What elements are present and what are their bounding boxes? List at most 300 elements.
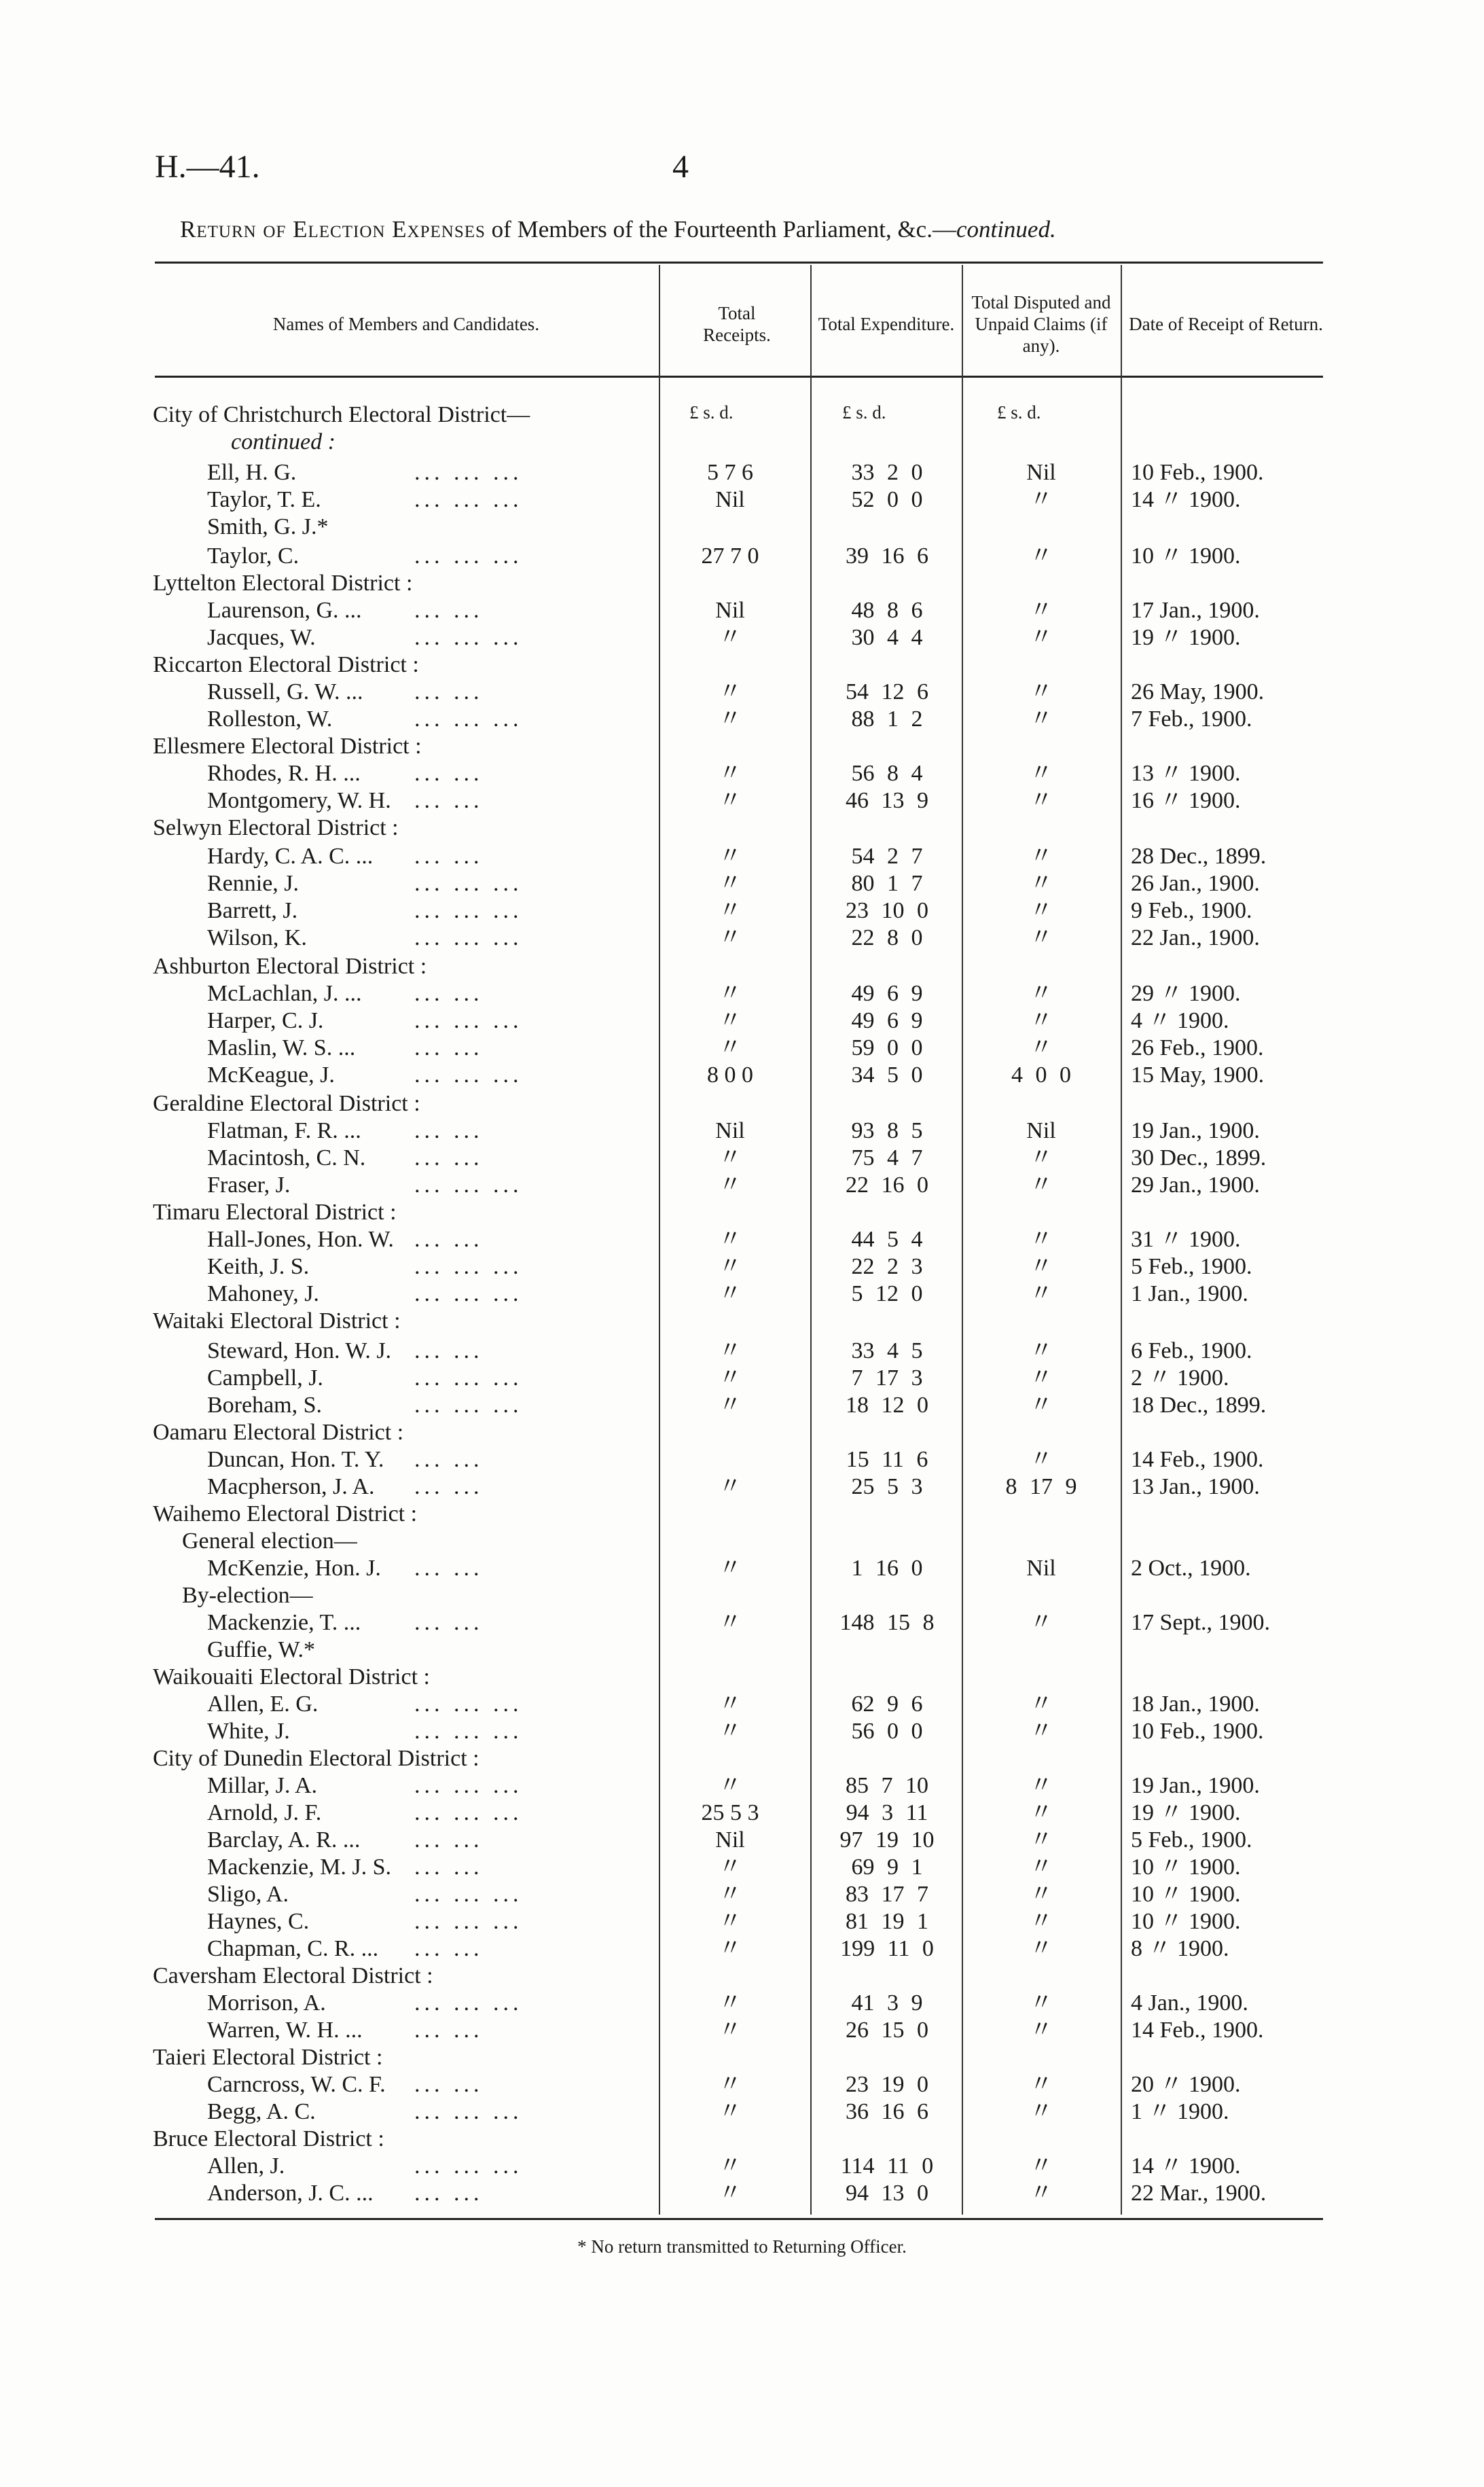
cell-rec: Nil <box>715 1118 745 1143</box>
cell-date: 28 Dec., 1899. <box>1131 844 1267 869</box>
table-row <box>0 1338 1484 1364</box>
table-row <box>0 1447 1484 1473</box>
table-row <box>0 1800 1484 1826</box>
cell-exp: 22 8 0 <box>851 925 923 950</box>
table-row <box>0 1882 1484 1908</box>
table-row <box>0 2126 1484 2152</box>
cell-label: Geraldine Electoral District : <box>153 1091 420 1116</box>
cell-label: Carncross, W. C. F. <box>207 2072 386 2097</box>
cell-dis: 〃 <box>1030 1773 1053 1798</box>
cell-label: Millar, J. A. <box>207 1773 318 1798</box>
cell-label: Caversham Electoral District : <box>153 1963 433 1988</box>
cell-label: Begg, A. C. <box>207 2099 316 2124</box>
cell-rec: 〃 <box>719 1338 742 1363</box>
cell-label: Bruce Electoral District : <box>153 2126 384 2151</box>
cell-rec: 〃 <box>719 1035 742 1060</box>
cell-exp: 30 4 4 <box>851 625 923 650</box>
table-row <box>0 429 1484 455</box>
cell-dots: ... ... <box>414 598 484 623</box>
cell-dots: ... ... <box>414 1145 484 1170</box>
cell-dis: 〃 <box>1030 1393 1053 1418</box>
cell-dis: 〃 <box>1030 1338 1053 1363</box>
table-row <box>0 1909 1484 1935</box>
cell-date: 1 Jan., 1900. <box>1131 1281 1248 1306</box>
cell-dis: Nil <box>1026 1556 1056 1581</box>
cell-dis: 〃 <box>1030 543 1053 569</box>
cell-date: 19 Jan., 1900. <box>1131 1773 1260 1798</box>
table-row <box>0 1963 1484 1989</box>
cell-rec: 〃 <box>719 981 742 1006</box>
cell-exp: 15 11 6 <box>846 1447 928 1472</box>
cell-date: 10 Feb., 1900. <box>1131 1719 1264 1744</box>
cell-exp: 199 11 0 <box>840 1936 934 1961</box>
cell-date: 22 Mar., 1900. <box>1131 2181 1267 2206</box>
cell-label: Waihemo Electoral District : <box>153 1501 418 1526</box>
cell-date: 5 Feb., 1900. <box>1131 1827 1252 1853</box>
table-row <box>0 571 1484 596</box>
cell-rec: 〃 <box>719 1692 742 1717</box>
cell-dis: 〃 <box>1030 1173 1053 1198</box>
cell-exp: 54 12 6 <box>846 679 928 704</box>
cell-dots: ... ... <box>414 1827 484 1853</box>
table-row <box>0 1308 1484 1334</box>
cell-date: 14 〃 1900. <box>1131 2153 1241 2179</box>
table-row <box>0 788 1484 814</box>
cell-rec: 〃 <box>719 1281 742 1306</box>
cell-label: Smith, G. J.* <box>207 514 329 539</box>
cell-rec: 〃 <box>719 2099 742 2124</box>
cell-date: 18 Jan., 1900. <box>1131 1692 1260 1717</box>
cell-exp: 26 15 0 <box>846 2018 928 2043</box>
table-row <box>0 706 1484 732</box>
cell-label: City of Dunedin Electoral District : <box>153 1746 479 1771</box>
cell-dis: 〃 <box>1030 2099 1053 2124</box>
cell-exp: 85 7 10 <box>846 1773 928 1798</box>
cell-label: Duncan, Hon. T. Y. <box>207 1447 384 1472</box>
cell-dis: 〃 <box>1030 871 1053 896</box>
cell-dots: ... ... ... <box>414 487 523 512</box>
cell-dots: ... ... ... <box>414 1365 523 1391</box>
cell-date: 31 〃 1900. <box>1131 1227 1241 1252</box>
cell-exp: 62 9 6 <box>851 1692 923 1717</box>
cell-exp: 49 6 9 <box>851 1008 923 1033</box>
cell-dots: ... ... ... <box>414 1692 523 1717</box>
cell-exp: 94 13 0 <box>846 2181 928 2206</box>
table-row <box>0 1200 1484 1225</box>
cell-dots: ... ... <box>414 1035 484 1060</box>
table-row <box>0 1827 1484 1853</box>
cell-dots: ... ... ... <box>414 1909 523 1934</box>
cell-exp: 75 4 7 <box>851 1145 923 1170</box>
table-row <box>0 1420 1484 1446</box>
cell-date: 14 Feb., 1900. <box>1131 1447 1264 1472</box>
cell-date: 5 Feb., 1900. <box>1131 1254 1252 1279</box>
cell-exp: 56 8 4 <box>851 761 923 786</box>
cell-dis: 〃 <box>1030 625 1053 650</box>
table-row <box>0 981 1484 1007</box>
bottom-rule <box>155 2218 1323 2220</box>
table-row <box>0 402 1484 428</box>
cell-date: 29 Jan., 1900. <box>1131 1173 1260 1198</box>
cell-date: 18 Dec., 1899. <box>1131 1393 1267 1418</box>
cell-label: Harper, C. J. <box>207 1008 324 1033</box>
cell-dis: 〃 <box>1030 1855 1053 1880</box>
cell-exp: 114 11 0 <box>840 2153 934 2179</box>
cell-exp: 25 5 3 <box>851 1474 923 1499</box>
table-row <box>0 1719 1484 1745</box>
cell-rec: 〃 <box>719 1610 742 1635</box>
cell-dis: 〃 <box>1030 1827 1053 1853</box>
cell-label: Oamaru Electoral District : <box>153 1420 404 1445</box>
cell-label: Maslin, W. S. ... <box>207 1035 356 1060</box>
cell-rec: 〃 <box>719 1254 742 1279</box>
cell-dis: 〃 <box>1030 679 1053 704</box>
cell-label: Keith, J. S. <box>207 1254 310 1279</box>
cell-label: Fraser, J. <box>207 1173 291 1198</box>
cell-rec: 〃 <box>719 1474 742 1499</box>
table-row <box>0 1664 1484 1690</box>
cell-exp: 7 17 3 <box>851 1365 923 1391</box>
cell-rec: 〃 <box>719 844 742 869</box>
cell-label: Timaru Electoral District : <box>153 1200 397 1225</box>
cell-dis: 〃 <box>1030 1254 1053 1279</box>
cell-date: 10 〃 1900. <box>1131 1882 1241 1907</box>
cell-dis: 〃 <box>1030 1365 1053 1391</box>
cell-rec: 〃 <box>719 706 742 732</box>
cell-exp: 46 13 9 <box>846 788 928 813</box>
col-header-receipts: Total Receipts. <box>703 303 771 345</box>
cell-exp: 34 5 0 <box>851 1062 923 1088</box>
cell-label: By-election— <box>182 1583 313 1608</box>
currency-receipts: £ s. d. <box>689 402 734 423</box>
cell-dis: 〃 <box>1030 981 1053 1006</box>
cell-label: Mahoney, J. <box>207 1281 319 1306</box>
cell-rec: 〃 <box>719 1936 742 1961</box>
cell-dots: ... ... <box>414 2181 484 2206</box>
cell-rec: 27 7 0 <box>701 543 759 569</box>
cell-dis: 〃 <box>1030 844 1053 869</box>
title-smallcaps: Return of Election Expenses <box>180 216 486 243</box>
cell-rec: 〃 <box>719 761 742 786</box>
cell-label: Guffie, W.* <box>207 1637 315 1662</box>
cell-dis: 〃 <box>1030 598 1053 623</box>
cell-dots: ... ... ... <box>414 1281 523 1306</box>
cell-exp: 1 16 0 <box>851 1556 923 1581</box>
cell-exp: 33 2 0 <box>851 460 923 485</box>
cell-dis: 〃 <box>1030 2153 1053 2179</box>
cell-label: Lyttelton Electoral District : <box>153 571 413 596</box>
cell-exp: 22 2 3 <box>851 1254 923 1279</box>
cell-label: Rolleston, W. <box>207 706 333 732</box>
cell-label: Ell, H. G. <box>207 460 297 485</box>
cell-exp: 52 0 0 <box>851 487 923 512</box>
cell-label: McKenzie, Hon. J. <box>207 1556 381 1581</box>
table-row <box>0 1118 1484 1144</box>
cell-label: Macintosh, C. N. <box>207 1145 366 1170</box>
cell-dis: 〃 <box>1030 1008 1053 1033</box>
cell-label: Ellesmere Electoral District : <box>153 734 422 759</box>
cell-date: 26 Feb., 1900. <box>1131 1035 1264 1060</box>
cell-dots: ... ... ... <box>414 625 523 650</box>
cell-dots: ... ... ... <box>414 706 523 732</box>
cell-date: 30 Dec., 1899. <box>1131 1145 1267 1170</box>
cell-date: 22 Jan., 1900. <box>1131 925 1260 950</box>
table-row <box>0 1990 1484 2016</box>
cell-rec: 〃 <box>719 1990 742 2016</box>
cell-exp: 36 16 6 <box>846 2099 928 2124</box>
cell-label: Riccarton Electoral District : <box>153 652 419 677</box>
cell-label: Warren, W. H. ... <box>207 2018 363 2043</box>
cell-dis: 〃 <box>1030 761 1053 786</box>
table-row <box>0 1254 1484 1280</box>
cell-label: Allen, J. <box>207 2153 285 2179</box>
table-row <box>0 1501 1484 1527</box>
cell-date: 10 〃 1900. <box>1131 543 1241 569</box>
cell-dis: 〃 <box>1030 2181 1053 2206</box>
table-row <box>0 487 1484 513</box>
cell-date: 7 Feb., 1900. <box>1131 706 1252 732</box>
cell-dis: 4 0 0 <box>1011 1062 1071 1088</box>
cell-dots: ... ... <box>414 761 484 786</box>
cell-label: Steward, Hon. W. J. <box>207 1338 392 1363</box>
cell-rec: 〃 <box>719 2018 742 2043</box>
cell-exp: 88 1 2 <box>851 706 923 732</box>
cell-label: Waitaki Electoral District : <box>153 1308 401 1334</box>
cell-date: 20 〃 1900. <box>1131 2072 1241 2097</box>
cell-dots: ... ... <box>414 2072 484 2097</box>
table-row <box>0 1610 1484 1636</box>
cell-dis: 8 17 9 <box>1005 1474 1077 1499</box>
cell-date: 19 〃 1900. <box>1131 1800 1241 1825</box>
cell-rec: 〃 <box>719 1227 742 1252</box>
cell-label: Hall-Jones, Hon. W. <box>207 1227 394 1252</box>
cell-exp: 18 12 0 <box>846 1393 928 1418</box>
cell-rec: 〃 <box>719 1173 742 1198</box>
cell-rec: 〃 <box>719 1909 742 1934</box>
cell-dis: 〃 <box>1030 1990 1053 2016</box>
cell-date: 10 Feb., 1900. <box>1131 460 1264 485</box>
cell-dots: ... ... ... <box>414 460 523 485</box>
cell-dis: 〃 <box>1030 2072 1053 2097</box>
cell-label: Hardy, C. A. C. ... <box>207 844 374 869</box>
cell-dis: 〃 <box>1030 1719 1053 1744</box>
cell-dis: 〃 <box>1030 487 1053 512</box>
table-row <box>0 679 1484 705</box>
cell-dots: ... ... ... <box>414 1008 523 1033</box>
table-row <box>0 1062 1484 1088</box>
table-row <box>0 2181 1484 2206</box>
cell-dots: ... ... <box>414 844 484 869</box>
cell-date: 10 〃 1900. <box>1131 1909 1241 1934</box>
table-row <box>0 652 1484 678</box>
cell-date: 26 May, 1900. <box>1131 679 1265 704</box>
cell-label: McLachlan, J. ... <box>207 981 362 1006</box>
cell-dots: ... ... ... <box>414 1254 523 1279</box>
cell-rec: 5 7 6 <box>707 460 753 485</box>
cell-exp: 148 15 8 <box>839 1610 935 1635</box>
cell-rec: 〃 <box>719 1773 742 1798</box>
table-row <box>0 1583 1484 1609</box>
table-row <box>0 1091 1484 1117</box>
cell-exp: 83 17 7 <box>846 1882 928 1907</box>
cell-dis: 〃 <box>1030 1909 1053 1934</box>
cell-date: 26 Jan., 1900. <box>1131 871 1260 896</box>
cell-date: 2 〃 1900. <box>1131 1365 1229 1391</box>
cell-dis: 〃 <box>1030 2018 1053 2043</box>
cell-rec: Nil <box>715 598 745 623</box>
cell-label: Taieri Electoral District : <box>153 2045 383 2070</box>
cell-date: 10 〃 1900. <box>1131 1855 1241 1880</box>
cell-rec: 〃 <box>719 788 742 813</box>
cell-rec: 〃 <box>719 1145 742 1170</box>
table-row <box>0 954 1484 980</box>
cell-label: Macpherson, J. A. <box>207 1474 375 1499</box>
table-row <box>0 2153 1484 2179</box>
cell-label: Flatman, F. R. ... <box>207 1118 361 1143</box>
cell-exp: 5 12 0 <box>851 1281 923 1306</box>
cell-label: Montgomery, W. H. <box>207 788 391 813</box>
table-row <box>0 1393 1484 1418</box>
cell-label: Rhodes, R. H. ... <box>207 761 361 786</box>
cell-label: Waikouaiti Electoral District : <box>153 1664 430 1689</box>
cell-dis: 〃 <box>1030 1227 1053 1252</box>
cell-label: Campbell, J. <box>207 1365 323 1391</box>
cell-exp: 81 19 1 <box>846 1909 928 1934</box>
cell-dots: ... ... <box>414 1447 484 1472</box>
cell-rec: 〃 <box>719 625 742 650</box>
table-row <box>0 1556 1484 1581</box>
table-row <box>0 1855 1484 1880</box>
cell-date: 6 Feb., 1900. <box>1131 1338 1252 1363</box>
table-row <box>0 815 1484 841</box>
cell-label: Allen, E. G. <box>207 1692 319 1717</box>
cell-exp: 69 9 1 <box>851 1855 923 1880</box>
table-row <box>0 871 1484 897</box>
cell-dis: 〃 <box>1030 898 1053 923</box>
cell-dots: ... ... <box>414 1556 484 1581</box>
cell-exp: 23 10 0 <box>846 898 928 923</box>
cell-label: Barclay, A. R. ... <box>207 1827 361 1853</box>
cell-dis: 〃 <box>1030 1610 1053 1635</box>
table-row <box>0 514 1484 540</box>
cell-exp: 33 4 5 <box>851 1338 923 1363</box>
table-row <box>0 1008 1484 1034</box>
cell-dis: 〃 <box>1030 706 1053 732</box>
cell-label: Anderson, J. C. ... <box>207 2181 374 2206</box>
cell-exp: 94 3 11 <box>846 1800 928 1825</box>
col-header-date: Date of Receipt of Return. <box>1129 314 1323 334</box>
table-row <box>0 844 1484 870</box>
cell-date: 1 〃 1900. <box>1131 2099 1229 2124</box>
cell-exp: 44 5 4 <box>851 1227 923 1252</box>
cell-dots: ... ... ... <box>414 1990 523 2016</box>
cell-exp: 59 0 0 <box>851 1035 923 1060</box>
col-header-names: Names of Members and Candidates. <box>272 314 540 334</box>
table-title <box>180 216 1328 243</box>
cell-dis: 〃 <box>1030 1035 1053 1060</box>
table-row <box>0 1528 1484 1554</box>
cell-rec: 〃 <box>719 2072 742 2097</box>
table-row <box>0 1173 1484 1198</box>
cell-date: 14 Feb., 1900. <box>1131 2018 1264 2043</box>
cell-date: 9 Feb., 1900. <box>1131 898 1252 923</box>
cell-rec: 〃 <box>719 679 742 704</box>
cell-label: Barrett, J. <box>207 898 298 923</box>
cell-dots: ... ... ... <box>414 1773 523 1798</box>
cell-label: Jacques, W. <box>207 625 316 650</box>
cell-date: 14 〃 1900. <box>1131 487 1241 512</box>
cell-label: Russell, G. W. ... <box>207 679 363 704</box>
cell-label: Chapman, C. R. ... <box>207 1936 379 1961</box>
page-number: 4 <box>672 149 689 185</box>
currency-disputed: £ s. d. <box>997 402 1041 423</box>
header-rule <box>155 376 1323 378</box>
cell-label: Sligo, A. <box>207 1882 289 1907</box>
cell-dots: ... ... ... <box>414 1882 523 1907</box>
cell-exp: 22 16 0 <box>846 1173 928 1198</box>
table-row <box>0 1746 1484 1772</box>
table-row <box>0 625 1484 651</box>
footnote: * No return transmitted to Returning Officer. <box>577 2236 907 2257</box>
cell-dis: 〃 <box>1030 1936 1053 1961</box>
title-continued: continued. <box>956 216 1056 243</box>
table-row <box>0 1145 1484 1171</box>
cell-dots: ... ... <box>414 1610 484 1635</box>
cell-label: Haynes, C. <box>207 1909 310 1934</box>
table-row <box>0 1227 1484 1253</box>
cell-date: 19 〃 1900. <box>1131 625 1241 650</box>
cell-dots: ... ... ... <box>414 1719 523 1744</box>
cell-label: White, J. <box>207 1719 290 1744</box>
table-row <box>0 1936 1484 1962</box>
cell-exp: 49 6 9 <box>851 981 923 1006</box>
table-row <box>0 2072 1484 2098</box>
table-row <box>0 1773 1484 1799</box>
cell-dis: Nil <box>1026 460 1056 485</box>
cell-label: Mackenzie, T. ... <box>207 1610 361 1635</box>
cell-exp: 56 0 0 <box>851 1719 923 1744</box>
col-header-disputed: Total Disputed and Unpaid Claims (if any). <box>971 292 1111 356</box>
cell-date: 4 〃 1900. <box>1131 1008 1229 1033</box>
cell-rec: 8 0 0 <box>707 1062 753 1088</box>
cell-dis: Nil <box>1026 1118 1056 1143</box>
cell-dots: ... ... <box>414 1855 484 1880</box>
cell-label: City of Christchurch Electoral District— <box>153 402 530 427</box>
cell-dots: ... ... <box>414 679 484 704</box>
cell-rec: 〃 <box>719 1008 742 1033</box>
cell-exp: 97 19 10 <box>839 1827 935 1853</box>
table-row <box>0 761 1484 787</box>
cell-exp: 48 8 6 <box>851 598 923 623</box>
cell-dots: ... ... ... <box>414 1173 523 1198</box>
cell-dots: ... ... ... <box>414 871 523 896</box>
cell-date: 4 Jan., 1900. <box>1131 1990 1248 2016</box>
cell-date: 13 Jan., 1900. <box>1131 1474 1260 1499</box>
table-row <box>0 898 1484 924</box>
cell-date: 17 Jan., 1900. <box>1131 598 1260 623</box>
table-row <box>0 2018 1484 2043</box>
cell-label: continued : <box>231 429 336 454</box>
cell-dots: ... ... <box>414 1936 484 1961</box>
cell-dots: ... ... ... <box>414 543 523 569</box>
table-row <box>0 1365 1484 1391</box>
cell-dis: 〃 <box>1030 788 1053 813</box>
cell-rec: Nil <box>715 1827 745 1853</box>
cell-dis: 〃 <box>1030 1882 1053 1907</box>
cell-dots: ... ... ... <box>414 1800 523 1825</box>
cell-label: Rennie, J. <box>207 871 300 896</box>
cell-date: 13 〃 1900. <box>1131 761 1241 786</box>
